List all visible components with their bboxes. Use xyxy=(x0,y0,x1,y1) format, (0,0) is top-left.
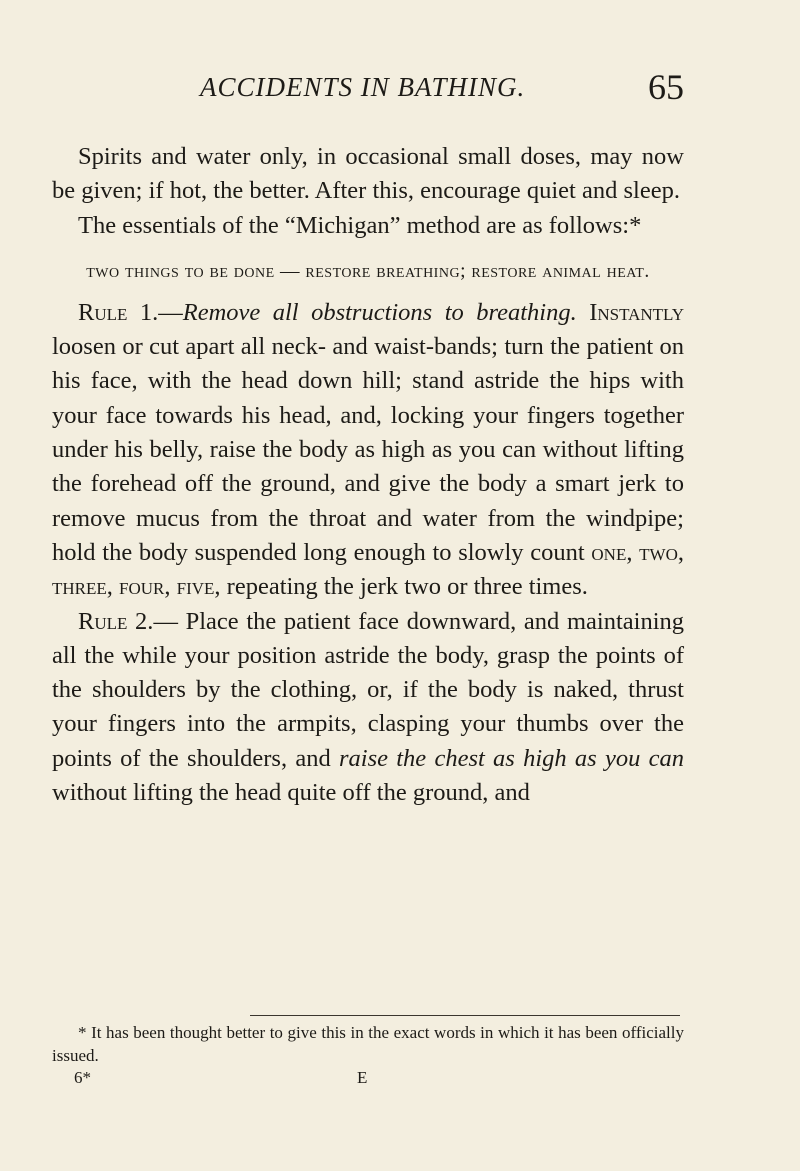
paragraph-rule-2 xyxy=(52,605,684,811)
signature-mark: 6* xyxy=(74,1068,91,1087)
rule-1-dash: — xyxy=(158,298,183,326)
rule-2-text-a: — Place the patient face downward, and maintaining all the while your position astride the body, grasp the points of the shoulders by the clothing, or, if the body is naked, thrust your fingers into the armpits, clasping your thumbs over the points of the shoulders, and xyxy=(52,607,685,772)
page-number: 65 xyxy=(648,67,684,107)
rule-2-text-b: without lifting the head quite off the ground, and xyxy=(52,779,530,807)
paragraph-michigan: The essentials of the “Michigan” method are as follows:* xyxy=(78,211,642,239)
paragraph-rule-1 xyxy=(52,296,684,605)
rule-1-instantly: Instantly xyxy=(589,298,685,326)
signature-letter: E xyxy=(357,1068,368,1087)
rule-1-count: one, two, three, four, five xyxy=(52,538,684,601)
section-heading: two things to be done — restore breathing; restore animal heat. xyxy=(86,260,650,282)
rule-1-text-b: , repeating the jerk two or three times. xyxy=(214,573,588,601)
rule-1-label: Rule 1. xyxy=(78,298,159,326)
rule-2-label: Rule 2. xyxy=(78,607,154,635)
footnote xyxy=(52,1021,684,1067)
rule-1-title: Remove all obstructions to breathing. xyxy=(182,298,577,326)
footnote-text: * It has been thought better to give this in the exact words in which it has been officially issued. xyxy=(52,1023,684,1065)
footnote-divider xyxy=(250,1015,680,1016)
body-text xyxy=(52,140,684,810)
paragraph-spirits: Spirits and water only, in occasional small doses, may now be given; if hot, the better. After this, encourage quiet and sleep. xyxy=(52,143,684,205)
rule-2-italic: raise the chest as high as you can xyxy=(338,744,684,772)
running-head: ACCIDENTS IN BATHING. xyxy=(200,72,526,102)
rule-1-text-a: loosen or cut apart all neck- and waist-bands; turn the patient on his face, with the head down hill; stand astride the hips with your face towards his head, and, locking your fingers together under his belly, raise the body as high as you can without lifting the forehead off the ground, and give the body a smart jerk to remove mucus from the throat and water from the windpipe; hold the body suspended long enough to slowly count xyxy=(52,333,684,566)
